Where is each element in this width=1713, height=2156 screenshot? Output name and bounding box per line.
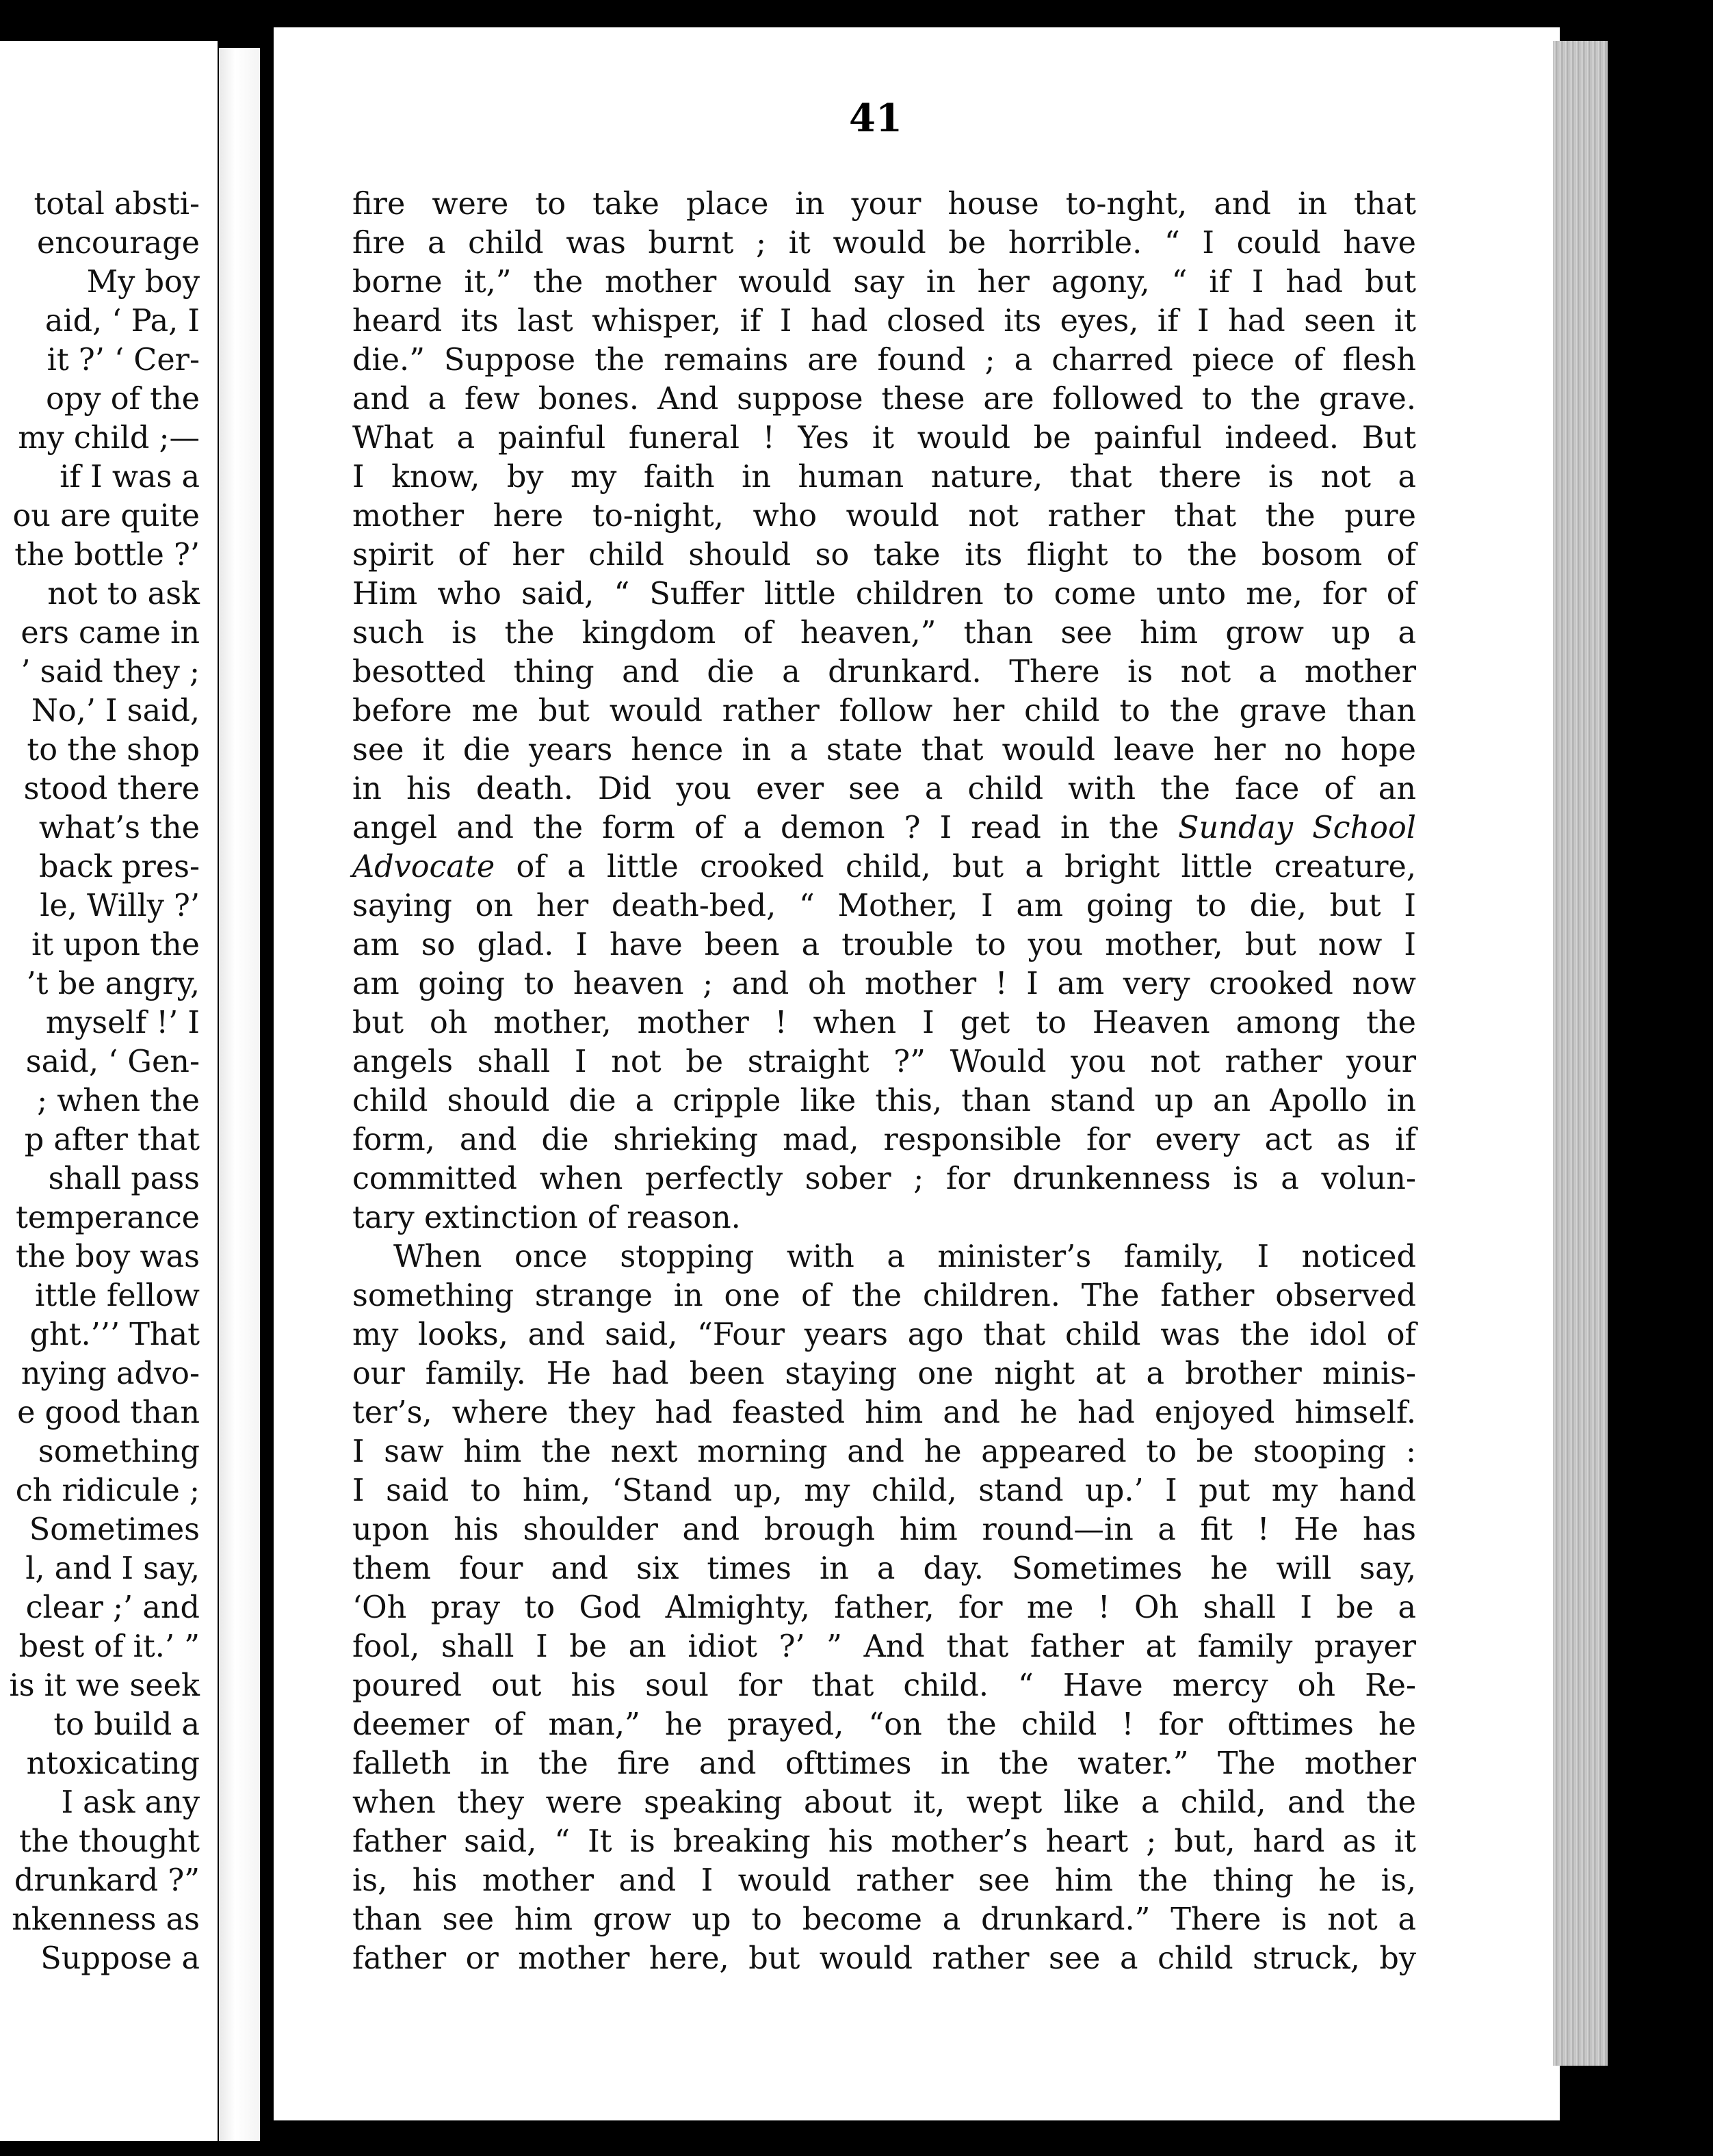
text-line: ‘Oh pray to God Almighty, father, for me ! Oh shall I be a	[352, 1590, 1416, 1625]
text-line: if I was a	[60, 460, 200, 495]
text-line: ch ridicule ;	[15, 1473, 200, 1508]
text-line: to the shop	[27, 733, 200, 767]
text-line: I ask any	[61, 1785, 200, 1820]
text-line: I said to him, ‘Stand up, my child, stand up.’ I put my hand	[352, 1473, 1416, 1508]
text-line: temperance	[16, 1200, 200, 1235]
text-line: nying advo-	[21, 1356, 200, 1391]
text-line: die.” Suppose the remains are found ; a charred piece of flesh	[352, 343, 1416, 378]
italic-title: Advocate	[352, 850, 495, 884]
text-line: such is the kingdom of heaven,” than see him grow up a	[352, 616, 1416, 650]
text-line: spirit of her child should so take its flight to the bosom of	[352, 538, 1416, 573]
text-line	[352, 847, 1416, 886]
text-line: it ?’ ‘ Cer-	[47, 343, 200, 378]
text-line: saying on her death-bed, “ Mother, I am going to die, but I	[352, 889, 1416, 923]
text-line: best of it.’ ”	[18, 1629, 200, 1664]
text-line: heard its last whisper, if I had closed its eyes, if I had seen it	[352, 304, 1416, 339]
text-line: ers came in	[21, 616, 200, 650]
text-line: see it die years hence in a state that would leave her no hope	[352, 733, 1416, 767]
text-line: ter’s, where they had feasted him and he had enjoyed himself.	[352, 1395, 1416, 1430]
text-line: something	[38, 1434, 200, 1469]
text-line: the boy was	[15, 1239, 200, 1274]
text-line: what’s the	[38, 811, 200, 845]
text-line: is it we seek	[9, 1668, 200, 1703]
text-line: opy of the	[46, 382, 200, 417]
text-line: nkenness as	[12, 1902, 200, 1937]
text-line: No,’ I said,	[31, 694, 200, 728]
text-line: am so glad. I have been a trouble to you mother, but now I	[352, 928, 1416, 962]
text-line: fire a child was burnt ; it would be horrible. “ I could have	[352, 226, 1416, 261]
text-line: and a few bones. And suppose these are followed to the grave.	[352, 382, 1416, 417]
text-line: committed when perfectly sober ; for drunkenness is a volun-	[352, 1161, 1416, 1196]
text-line: our family. He had been staying one night at a brother minis-	[352, 1356, 1416, 1391]
page-edge-stack	[1553, 41, 1608, 2066]
text-line: ; when the	[37, 1083, 200, 1118]
text-line: form, and die shrieking mad, responsible for every act as if	[352, 1122, 1416, 1157]
text-line: Him who said, “ Suffer little children to come unto me, for of	[352, 577, 1416, 612]
text-line: father said, “ It is breaking his mother’s heart ; but, hard as it	[352, 1824, 1416, 1859]
text-line: p after that	[24, 1122, 200, 1157]
text-line: myself !’ I	[45, 1005, 200, 1040]
text-line: to build a	[53, 1707, 200, 1742]
text-line: tary extinction of reason.	[352, 1200, 741, 1235]
text-line: I know, by my faith in human nature, that there is not a	[352, 460, 1416, 495]
text-line: am going to heaven ; and oh mother ! I am very crooked now	[352, 967, 1416, 1001]
text-line: ght.’’’ That	[29, 1317, 200, 1352]
text-line: l, and I say,	[25, 1551, 200, 1586]
text-line: I saw him the next morning and he appeared to be stooping :	[352, 1434, 1416, 1469]
gutter-shadow	[219, 48, 260, 2141]
text-line: What a painful funeral ! Yes it would be painful indeed. But	[352, 421, 1416, 456]
text-line: upon his shoulder and brough him round—in a fit ! He has	[352, 1512, 1416, 1547]
text-line: le, Willy ?’	[40, 889, 200, 923]
text-line: fire were to take place in your house to-nght, and in that	[352, 187, 1416, 222]
text-line: ittle fellow	[35, 1278, 200, 1313]
text-line: ’ said they ;	[21, 655, 200, 689]
italic-title: Sunday School	[1178, 811, 1416, 845]
text-line: said, ‘ Gen-	[25, 1044, 200, 1079]
text-line: before me but would rather follow her child to the grave than	[352, 694, 1416, 728]
text-line: shall pass	[48, 1161, 200, 1196]
page-body	[352, 185, 1416, 1978]
text-line: clear ;’ and	[25, 1590, 200, 1625]
text-line: fool, shall I be an idiot ?’ ” And that father at family prayer	[352, 1629, 1416, 1664]
text-line: father or mother here, but would rather see a child struck, by	[352, 1941, 1416, 1976]
paragraph-2	[352, 1237, 1416, 1978]
text-line: when they were speaking about it, wept like a child, and the	[352, 1785, 1416, 1820]
text-line: back pres-	[38, 850, 200, 884]
text-line: them four and six times in a day. Sometimes he will say,	[352, 1551, 1416, 1586]
text-line: total absti-	[34, 187, 200, 222]
text-line: but oh mother, mother ! when I get to Heaven among the	[352, 1005, 1416, 1040]
text-line: angels shall I not be straight ?” Would you not rather your	[352, 1044, 1416, 1079]
paragraph-1	[352, 185, 1416, 1237]
text-line	[352, 808, 1416, 847]
text-segment: of a little crooked child, but a bright little creature,	[495, 850, 1416, 884]
text-line: Sometimes	[29, 1512, 200, 1547]
text-line: mother here to-night, who would not rather that the pure	[352, 499, 1416, 534]
text-line: When once stopping with a minister’s family, I noticed	[393, 1239, 1416, 1274]
text-line: the bottle ?’	[14, 538, 200, 573]
text-line: something strange in one of the children. The father observed	[352, 1278, 1416, 1313]
text-line: in his death. Did you ever see a child with the face of an	[352, 772, 1416, 806]
text-line: Suppose a	[40, 1941, 200, 1976]
text-line: my child ;—	[18, 421, 200, 456]
text-line: e good than	[17, 1395, 200, 1430]
text-line: child should die a cripple like this, than stand up an Apollo in	[352, 1083, 1416, 1118]
text-line: aid, ‘ Pa, I	[44, 304, 200, 339]
page-number: 41	[849, 96, 902, 141]
text-line: stood there	[23, 772, 200, 806]
facing-page-text	[0, 185, 200, 1978]
text-line: is, his mother and I would rather see him the thing he is,	[352, 1863, 1416, 1898]
text-line: besotted thing and die a drunkard. There is not a mother	[352, 655, 1416, 689]
text-line: poured out his soul for that child. “ Have mercy oh Re-	[352, 1668, 1416, 1703]
text-line: my looks, and said, “Four years ago that child was the idol of	[352, 1317, 1416, 1352]
text-line: the thought	[18, 1824, 200, 1859]
text-line: drunkard ?”	[14, 1863, 200, 1898]
text-segment: angel and the form of a demon ? I read in the	[352, 811, 1179, 845]
text-line: encourage	[37, 226, 200, 261]
text-line: it upon the	[31, 928, 200, 962]
text-line: than see him grow up to become a drunkard.” There is not a	[352, 1902, 1416, 1937]
text-line: not to ask	[47, 577, 200, 612]
text-line: ntoxicating	[26, 1746, 200, 1781]
text-line: ou are quite	[12, 499, 200, 534]
text-line: My boy	[86, 265, 200, 300]
text-line: ’t be angry,	[26, 967, 200, 1001]
text-line: borne it,” the mother would say in her agony, “ if I had but	[352, 265, 1416, 300]
text-line: falleth in the fire and ofttimes in the water.” The mother	[352, 1746, 1416, 1781]
text-line: deemer of man,” he prayed, “on the child ! for ofttimes he	[352, 1707, 1416, 1742]
